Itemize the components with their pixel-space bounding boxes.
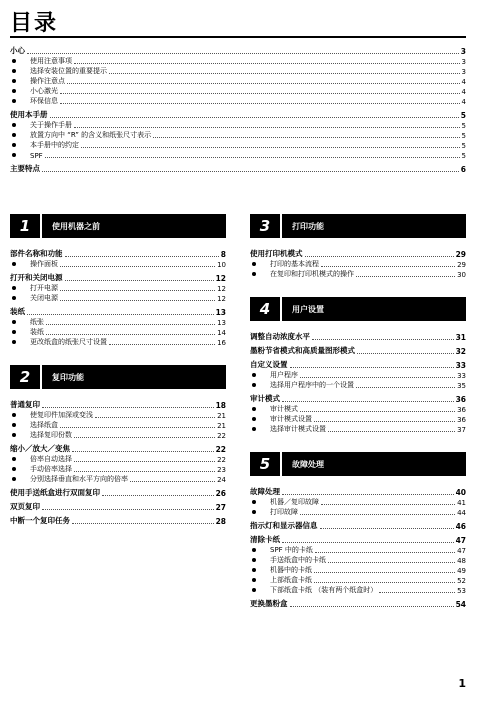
dot-leader xyxy=(357,353,454,354)
entry-page-number: 40 xyxy=(455,488,466,497)
entry-page-number: 3 xyxy=(461,58,466,66)
toc-heading-entry[interactable] xyxy=(10,399,226,410)
toc-sub-entry[interactable] xyxy=(10,420,226,430)
entry-page-number: 10 xyxy=(217,261,226,269)
entry-title: 故障处理 xyxy=(250,487,280,496)
toc-sub-entry[interactable] xyxy=(10,150,466,160)
chapter-5-entries xyxy=(250,486,466,609)
entry-title: 小心 xyxy=(10,46,25,55)
entry-page-number: 5 xyxy=(461,142,466,150)
chapter-3-banner xyxy=(250,214,466,238)
bullet-icon xyxy=(12,286,16,290)
entry-title: 手动倍率选择 xyxy=(30,465,72,473)
entry-page-number: 4 xyxy=(461,98,466,106)
entry-title: 放置方向中 “R” 的含义和纸张尺寸表示 xyxy=(30,131,152,139)
entry-page-number: 33 xyxy=(457,372,466,380)
entry-title: 打印的基本流程 xyxy=(270,260,319,268)
entry-page-number: 44 xyxy=(457,509,466,517)
entry-page-number: 12 xyxy=(217,285,226,293)
bullet-icon xyxy=(12,143,16,147)
entry-title: 使用打印机模式 xyxy=(250,249,303,258)
entry-page-number: 46 xyxy=(455,522,466,531)
toc-heading-entry[interactable] xyxy=(250,248,466,259)
toc-sub-entry[interactable] xyxy=(250,424,466,434)
toc-heading-entry[interactable] xyxy=(10,306,226,317)
bullet-icon xyxy=(252,568,256,572)
toc-sub-entry[interactable] xyxy=(10,76,466,86)
chapter-number: 2 xyxy=(10,365,42,389)
dot-leader xyxy=(102,495,214,496)
bullet-icon xyxy=(12,133,16,137)
dot-leader xyxy=(290,606,454,607)
entry-title: 主要特点 xyxy=(10,164,40,173)
entry-title: 缩小／放大／变焦 xyxy=(10,444,70,453)
entry-page-number: 12 xyxy=(215,274,226,283)
spacer xyxy=(250,279,466,297)
toc-heading-entry[interactable] xyxy=(250,393,466,404)
entry-page-number: 22 xyxy=(217,456,226,464)
bullet-icon xyxy=(252,417,256,421)
toc-sub-entry[interactable] xyxy=(10,259,226,269)
toc-left-column xyxy=(10,214,226,526)
entry-page-number: 5 xyxy=(461,132,466,140)
dot-leader xyxy=(67,83,460,84)
bullet-icon xyxy=(252,578,256,582)
entry-title: 自定义设置 xyxy=(250,360,288,369)
dot-leader xyxy=(65,280,214,281)
toc-sub-entry[interactable] xyxy=(250,380,466,390)
bullet-icon xyxy=(12,296,16,300)
entry-page-number: 28 xyxy=(215,517,226,526)
dot-leader xyxy=(60,266,215,267)
entry-page-number: 36 xyxy=(457,406,466,414)
toc-heading-entry[interactable] xyxy=(10,515,226,526)
entry-page-number: 22 xyxy=(217,432,226,440)
toc-heading-entry[interactable] xyxy=(10,272,226,283)
entry-page-number: 54 xyxy=(455,600,466,609)
toc-sub-entry[interactable] xyxy=(10,86,466,96)
dot-leader xyxy=(312,339,454,340)
entry-title: 打开电源 xyxy=(30,284,58,292)
toc-heading-entry[interactable] xyxy=(250,486,466,497)
entry-title: 审计模式 xyxy=(250,394,280,403)
entry-page-number: 6 xyxy=(460,165,466,174)
dot-leader xyxy=(74,63,460,64)
entry-page-number: 37 xyxy=(457,426,466,434)
entry-page-number: 47 xyxy=(455,536,466,545)
entry-title: 纸张 xyxy=(30,318,44,326)
bullet-icon xyxy=(12,457,16,461)
dot-leader xyxy=(65,256,219,257)
entry-title: 打开和关闭电源 xyxy=(10,273,63,282)
dot-leader xyxy=(45,157,460,158)
chapter-number: 4 xyxy=(250,297,282,321)
page-title: 目录 xyxy=(10,11,59,36)
entry-title: 装纸 xyxy=(10,307,25,316)
chapter-2-entries xyxy=(10,399,226,526)
entry-page-number: 53 xyxy=(457,587,466,595)
entry-title: 上部纸盒卡纸 xyxy=(270,576,312,584)
entry-title: 部件名称和功能 xyxy=(10,249,63,258)
toc-sub-entry[interactable] xyxy=(250,259,466,269)
entry-title: 关闭电源 xyxy=(30,294,58,302)
toc-sub-entry[interactable] xyxy=(250,404,466,414)
dot-leader xyxy=(328,431,455,432)
entry-page-number: 3 xyxy=(461,68,466,76)
toc-sub-entry[interactable] xyxy=(250,370,466,380)
dot-leader xyxy=(109,73,460,74)
entry-title: 在复印和打印机模式的操作 xyxy=(270,270,354,278)
toc-sub-entry[interactable] xyxy=(10,317,226,327)
dot-leader xyxy=(74,127,460,128)
bullet-icon xyxy=(12,413,16,417)
bullet-icon xyxy=(12,89,16,93)
toc-sub-entry[interactable] xyxy=(10,410,226,420)
bullet-icon xyxy=(12,467,16,471)
entry-page-number: 21 xyxy=(217,412,226,420)
toc-sub-entry[interactable] xyxy=(250,414,466,424)
dot-leader xyxy=(328,562,455,563)
toc-sub-entry[interactable] xyxy=(10,337,226,347)
page-number: 1 xyxy=(458,677,466,690)
entry-page-number: 29 xyxy=(457,261,466,269)
entry-page-number: 36 xyxy=(457,416,466,424)
dot-leader xyxy=(72,451,214,452)
entry-page-number: 33 xyxy=(455,361,466,370)
entry-page-number: 5 xyxy=(460,111,466,120)
entry-title: 本手册中的约定 xyxy=(30,141,79,149)
dot-leader xyxy=(321,504,455,505)
toc-sub-entry[interactable] xyxy=(250,575,466,585)
bullet-icon xyxy=(252,427,256,431)
bullet-icon xyxy=(12,79,16,83)
title-rule xyxy=(10,36,466,38)
entry-title: 选择纸盒 xyxy=(30,421,58,429)
dot-leader xyxy=(305,256,454,257)
toc-sub-entry[interactable] xyxy=(10,130,466,140)
dot-leader xyxy=(356,387,455,388)
toc-heading-entry[interactable] xyxy=(250,534,466,545)
entry-title: 选择复印份数 xyxy=(30,431,72,439)
toc-heading-entry[interactable] xyxy=(10,109,466,120)
dot-leader xyxy=(50,117,459,118)
entry-page-number: 4 xyxy=(461,88,466,96)
toc-sub-entry[interactable] xyxy=(10,430,226,440)
dot-leader xyxy=(321,266,455,267)
chapter-4-entries xyxy=(250,331,466,434)
dot-leader xyxy=(60,93,460,94)
toc-heading-entry[interactable] xyxy=(10,501,226,512)
dot-leader xyxy=(109,344,215,345)
entry-page-number: 49 xyxy=(457,567,466,575)
entry-title: 小心激光 xyxy=(30,87,58,95)
bullet-icon xyxy=(12,477,16,481)
toc-heading-entry[interactable] xyxy=(10,248,226,259)
entry-page-number: 13 xyxy=(217,319,226,327)
entry-page-number: 29 xyxy=(455,250,466,259)
toc-heading-entry[interactable] xyxy=(250,520,466,531)
entry-title: 环保信息 xyxy=(30,97,58,105)
toc-heading-entry[interactable] xyxy=(250,345,466,356)
dot-leader xyxy=(74,471,215,472)
bullet-icon xyxy=(12,123,16,127)
toc-heading-entry[interactable] xyxy=(250,598,466,609)
toc-right-column xyxy=(250,214,466,609)
entry-title: 关于操作手册 xyxy=(30,121,72,129)
toc-sub-entry[interactable] xyxy=(10,96,466,106)
toc-heading-entry[interactable] xyxy=(250,359,466,370)
bullet-icon xyxy=(252,588,256,592)
entry-title: 审计模式 xyxy=(270,405,298,413)
entry-page-number: 18 xyxy=(215,401,226,410)
dot-leader xyxy=(314,421,455,422)
chapter-number: 1 xyxy=(10,214,42,238)
entry-title: 机器／复印故障 xyxy=(270,498,319,506)
bullet-icon xyxy=(252,373,256,377)
dot-leader xyxy=(81,147,460,148)
entry-title: 普通复印 xyxy=(10,400,40,409)
toc-sub-entry[interactable] xyxy=(250,497,466,507)
entry-page-number: 41 xyxy=(457,499,466,507)
entry-page-number: 27 xyxy=(215,503,226,512)
dot-leader xyxy=(60,290,215,291)
entry-page-number: 21 xyxy=(217,422,226,430)
toc-sub-entry[interactable] xyxy=(10,293,226,303)
entry-title: SPF xyxy=(30,152,43,160)
dot-leader xyxy=(356,276,455,277)
bullet-icon xyxy=(252,272,256,276)
dot-leader xyxy=(42,407,214,408)
bullet-icon xyxy=(252,407,256,411)
dot-leader xyxy=(27,314,214,315)
entry-page-number: 48 xyxy=(457,557,466,565)
chapter-1-entries xyxy=(10,248,226,347)
bullet-icon xyxy=(12,320,16,324)
dot-leader xyxy=(27,53,459,54)
entry-title: 使用手送纸盒进行双面复印 xyxy=(10,488,100,497)
dot-leader xyxy=(60,300,215,301)
entry-page-number: 52 xyxy=(457,577,466,585)
bullet-icon xyxy=(12,59,16,63)
dot-leader xyxy=(72,523,214,524)
toc-heading-entry[interactable] xyxy=(10,487,226,498)
toc-sub-entry[interactable] xyxy=(10,474,226,484)
entry-title: 调整自动浓度水平 xyxy=(250,332,310,341)
entry-page-number: 13 xyxy=(215,308,226,317)
entry-title: 清除卡纸 xyxy=(250,535,280,544)
entry-page-number: 4 xyxy=(461,78,466,86)
entry-page-number: 8 xyxy=(220,250,226,259)
bullet-icon xyxy=(12,423,16,427)
dot-leader xyxy=(300,411,455,412)
toc-heading-entry[interactable] xyxy=(250,331,466,342)
toc-sub-entry[interactable] xyxy=(10,454,226,464)
dot-leader xyxy=(60,427,215,428)
bullet-icon xyxy=(252,558,256,562)
bullet-icon xyxy=(12,153,16,157)
dot-leader xyxy=(153,137,459,138)
toc-heading-entry[interactable] xyxy=(10,163,466,174)
dot-leader xyxy=(320,528,454,529)
entry-title: 选择用户程序中的一个设置 xyxy=(270,381,354,389)
chapter-4-banner xyxy=(250,297,466,321)
toc-sub-entry[interactable] xyxy=(250,507,466,517)
bullet-icon xyxy=(252,262,256,266)
spacer xyxy=(10,347,226,365)
entry-page-number: 22 xyxy=(215,445,226,454)
toc-sub-entry[interactable] xyxy=(250,555,466,565)
dot-leader xyxy=(282,542,454,543)
entry-title: 使复印件加深或变浅 xyxy=(30,411,93,419)
entry-title: 使用注意事项 xyxy=(30,57,72,65)
entry-title: 手送纸盒中的卡纸 xyxy=(270,556,326,564)
chapter-title: 使用机器之前 xyxy=(52,221,100,231)
entry-page-number: 31 xyxy=(455,333,466,342)
dot-leader xyxy=(42,509,214,510)
entry-page-number: 3 xyxy=(460,47,466,56)
entry-title: 墨粉节省模式和高质量图形模式 xyxy=(250,346,355,355)
entry-page-number: 26 xyxy=(215,489,226,498)
bullet-icon xyxy=(252,548,256,552)
chapter-title: 复印功能 xyxy=(52,372,84,382)
toc-sub-entry[interactable] xyxy=(250,565,466,575)
entry-page-number: 23 xyxy=(217,466,226,474)
dot-leader xyxy=(74,437,215,438)
toc-sub-entry[interactable] xyxy=(250,545,466,555)
dot-leader xyxy=(314,572,455,573)
dot-leader xyxy=(42,171,459,172)
entry-title: 倍率自动选择 xyxy=(30,455,72,463)
toc-sub-entry[interactable] xyxy=(10,283,226,293)
entry-title: 打印故障 xyxy=(270,508,298,516)
entry-page-number: 16 xyxy=(217,339,226,347)
chapter-5-banner xyxy=(250,452,466,476)
chapter-1-banner xyxy=(10,214,226,238)
entry-page-number: 24 xyxy=(217,476,226,484)
entry-page-number: 35 xyxy=(457,382,466,390)
bullet-icon xyxy=(252,383,256,387)
chapter-3-entries xyxy=(250,248,466,279)
toc-sub-entry[interactable] xyxy=(10,140,466,150)
dot-leader xyxy=(314,582,455,583)
dot-leader xyxy=(282,401,454,402)
toc-sub-entry[interactable] xyxy=(10,120,466,130)
toc-heading-entry[interactable] xyxy=(10,45,466,56)
entry-title: 操作面板 xyxy=(30,260,58,268)
chapter-title: 打印功能 xyxy=(292,221,324,231)
bullet-icon xyxy=(252,500,256,504)
entry-page-number: 47 xyxy=(457,547,466,555)
entry-title: 使用本手册 xyxy=(10,110,48,119)
entry-title: 用户程序 xyxy=(270,371,298,379)
toc-sub-entry[interactable] xyxy=(10,56,466,66)
chapter-number: 3 xyxy=(250,214,282,238)
entry-title: 选择审计模式设置 xyxy=(270,425,326,433)
toc-sub-entry[interactable] xyxy=(10,327,226,337)
entry-page-number: 5 xyxy=(461,152,466,160)
entry-title: 机器中的卡纸 xyxy=(270,566,312,574)
dot-leader xyxy=(300,514,455,515)
bullet-icon xyxy=(252,510,256,514)
dot-leader xyxy=(46,324,215,325)
entry-title: SPF 中的卡纸 xyxy=(270,546,313,554)
entry-title: 双页复印 xyxy=(10,502,40,511)
entry-page-number: 12 xyxy=(217,295,226,303)
dot-leader xyxy=(60,103,460,104)
bullet-icon xyxy=(12,99,16,103)
entry-title: 更改纸盒的纸张尺寸设置 xyxy=(30,338,107,346)
toc-top-section xyxy=(10,45,466,174)
chapter-title: 用户设置 xyxy=(292,304,324,314)
dot-leader xyxy=(379,592,455,593)
entry-title: 指示灯和显示器信息 xyxy=(250,521,318,530)
dot-leader xyxy=(74,461,215,462)
entry-title: 选择安装位置的重要提示 xyxy=(30,67,107,75)
dot-leader xyxy=(282,494,454,495)
bullet-icon xyxy=(12,340,16,344)
entry-title: 操作注意点 xyxy=(30,77,65,85)
entry-title: 装纸 xyxy=(30,328,44,336)
toc-sub-entry[interactable] xyxy=(250,585,466,595)
entry-title: 下部纸盒卡纸 （装有两个纸盒时） xyxy=(270,586,378,594)
dot-leader xyxy=(300,377,455,378)
dot-leader xyxy=(130,481,215,482)
toc-heading-entry[interactable] xyxy=(10,443,226,454)
entry-title: 审计模式设置 xyxy=(270,415,312,423)
dot-leader xyxy=(95,417,215,418)
bullet-icon xyxy=(12,262,16,266)
toc-sub-entry[interactable] xyxy=(250,269,466,279)
entry-page-number: 30 xyxy=(457,271,466,279)
bullet-icon xyxy=(12,69,16,73)
chapter-number: 5 xyxy=(250,452,282,476)
chapter-title: 故障处理 xyxy=(292,459,324,469)
dot-leader xyxy=(46,334,215,335)
toc-sub-entry[interactable] xyxy=(10,66,466,76)
dot-leader xyxy=(290,367,454,368)
entry-page-number: 14 xyxy=(217,329,226,337)
dot-leader xyxy=(315,552,455,553)
toc-sub-entry[interactable] xyxy=(10,464,226,474)
chapter-2-banner xyxy=(10,365,226,389)
entry-page-number: 5 xyxy=(461,122,466,130)
bullet-icon xyxy=(12,433,16,437)
entry-page-number: 36 xyxy=(455,395,466,404)
spacer xyxy=(250,434,466,452)
bullet-icon xyxy=(12,330,16,334)
entry-page-number: 32 xyxy=(455,347,466,356)
entry-title: 更换墨粉盒 xyxy=(250,599,288,608)
entry-title: 中断一个复印任务 xyxy=(10,516,70,525)
entry-title: 分别选择垂直和水平方向的倍率 xyxy=(30,475,128,483)
